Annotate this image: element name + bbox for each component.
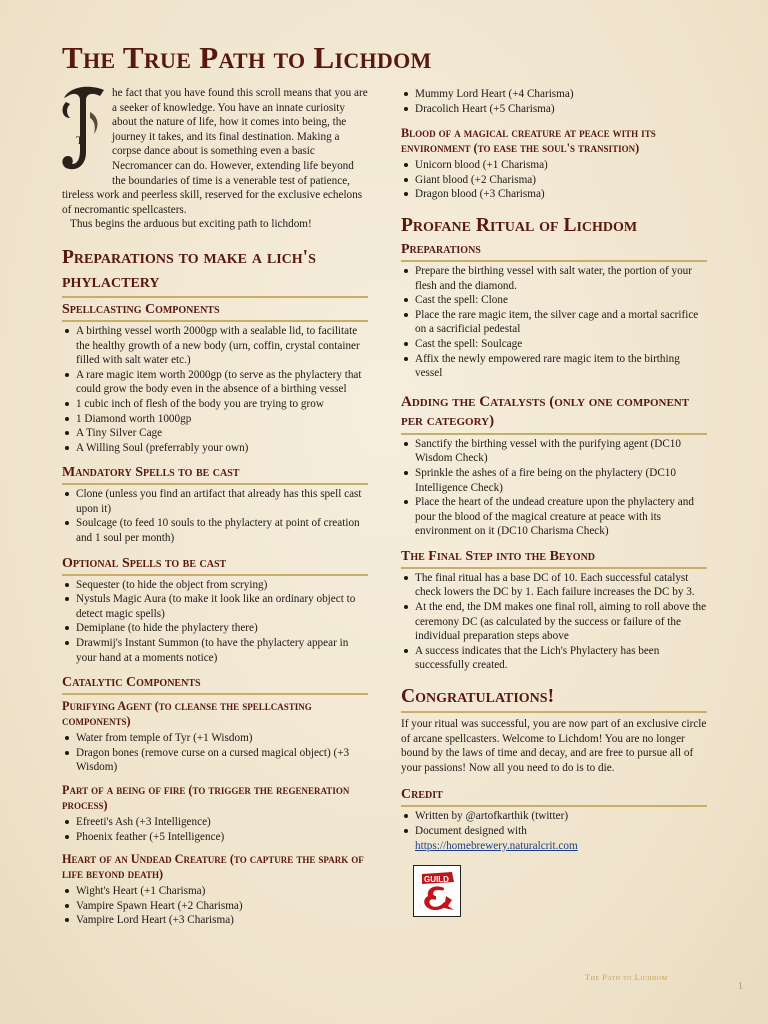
list-item: Sprinkle the ashes of a fire being on the phylactery (DC10 Intelligence Check) — [415, 466, 707, 495]
list-spellcasting — [62, 324, 368, 455]
list-item: A rare magic item worth 2000gp (to serve as the phylactery that could grow the body even in the absence of a birthing vessel — [76, 368, 368, 397]
footer-title: The Path to Lichdom — [585, 973, 668, 982]
list-item: At the end, the DM makes one final roll, aiming to roll above the ceremony DC (as calculated by the success or failure of the individual preparation steps above — [415, 601, 707, 643]
list-item: A Willing Soul (preferrably your own) — [76, 441, 368, 456]
list-item: Nystuls Magic Aura (to make it look like an ordinary object to detect magic spells) — [76, 592, 368, 621]
list-item: Cast the spell: Soulcage — [415, 337, 707, 352]
subheading-ritual-preparations: Preparations — [401, 242, 707, 262]
svg-text:T: T — [76, 133, 84, 147]
page-title: The True Path to Lichdom — [62, 40, 432, 75]
list-item: Dragon blood (+3 Charisma) — [415, 187, 707, 202]
list-item: Place the heart of the undead creature upon the phylactery and pour the blood of the magical creature at peace with its environment on it (DC10 Charisma Check) — [415, 495, 707, 539]
intro-paragraph: he fact that you have found this scroll means that you are a seeker of knowledge. You have an innate curiosity about the nature of life, how it comes into being, the journey it takes, and its final destination. Making a corpse dance about is something even a basic Necromancer can do. However, extending life beyond the boundaries of time is a venerable test of patience, tireless work and peerless skill, reserved for the exclusive echelons of necromantic spellcasters. — [62, 87, 368, 216]
list-item: Clone (unless you find an artifact that already has this spell cast upon it) — [76, 487, 368, 516]
list-item: Dracolich Heart (+5 Charisma) — [415, 102, 707, 117]
subheading-optional: Optional Spells to be cast — [62, 556, 368, 576]
dropcap-ornament — [60, 82, 106, 174]
subheading-credit: Credit — [401, 787, 707, 807]
intro — [62, 86, 368, 232]
list-item: Affix the newly empowered rare magic item to the birthing vessel — [415, 352, 707, 381]
subheading-spellcasting: Spellcasting Components — [62, 302, 368, 322]
list-catalysts — [401, 437, 707, 539]
subsubheading-undead: Heart of an Undead Creature (to capture the spark of life beyond death) — [62, 852, 364, 882]
list-item: The final ritual has a base DC of 10. Each successful catalyst check lowers the DC by 1. Each failure increases the DC by 3. — [415, 571, 707, 600]
intro-closing: Thus begins the arduous but exciting path to lichdom! — [70, 218, 312, 231]
list-item: 1 Diamond worth 1000gp — [76, 412, 368, 427]
list-ritual-preparations — [401, 264, 707, 381]
right-column — [401, 87, 707, 917]
list-purifying — [62, 731, 368, 775]
subsubheading-blood: Blood of a magical creature at peace with its environment (to ease the soul's transition) — [401, 126, 656, 156]
list-fire — [62, 815, 368, 844]
list-item: Dragon bones (remove curse on a cursed magical object) (+3 Wisdom) — [76, 746, 368, 775]
list-item: Vampire Lord Heart (+3 Charisma) — [76, 913, 368, 928]
section-heading-ritual: Profane Ritual of Lichdom — [401, 214, 638, 236]
subsubheading-fire: Part of a being of fire (to trigger the regeneration process) — [62, 783, 350, 812]
credit-designed-with — [415, 824, 707, 853]
list-item: Sanctify the birthing vessel with the purifying agent (DC10 Wisdom Check) — [415, 437, 707, 466]
list-item: Place the rare magic item, the silver cage and a mortal sacrifice on a sacrificial pedestal — [415, 308, 707, 337]
list-item: 1 cubic inch of flesh of the body you are trying to grow — [76, 397, 368, 412]
list-blood — [401, 158, 707, 202]
list-item: A birthing vessel worth 2000gp with a sealable lid, to facilitate the healthy growth of a new body (urn, coffin, crystal container filled with salt water etc.) — [76, 324, 368, 368]
list-item: Mummy Lord Heart (+4 Charisma) — [415, 87, 707, 102]
svg-text:GUILD: GUILD — [424, 875, 449, 885]
list-item: Vampire Spawn Heart (+2 Charisma) — [76, 899, 368, 914]
list-final-step — [401, 571, 707, 673]
subheading-mandatory: Mandatory Spells to be cast — [62, 465, 368, 485]
list-item: A Tiny Silver Cage — [76, 426, 368, 441]
left-column — [62, 86, 368, 928]
list-item: Soulcage (to feed 10 souls to the phylactery at point of creation and 1 soul per month) — [76, 516, 368, 545]
list-mandatory — [62, 487, 368, 545]
list-undead-left — [62, 884, 368, 928]
credit-author: Written by @artofkarthik (twitter) — [415, 809, 707, 824]
list-item: Efreeti's Ash (+3 Intelligence) — [76, 815, 368, 830]
list-optional — [62, 578, 368, 666]
dmsguild-logo — [413, 865, 461, 917]
list-item: Wight's Heart (+1 Charisma) — [76, 884, 368, 899]
subheading-catalysts: Adding the Catalysts (only one component per category) — [401, 393, 707, 435]
congratulations-text: If your ritual was successful, you are now part of an exclusive circle of arcane spellcasters. Welcome to Lichdom! You are no longer bound by the laws of time and decay, and are free to pursue all of your passions! Now all you need to do is to die. — [401, 718, 707, 774]
homebrewery-link[interactable]: https://homebrewery.naturalcrit.com — [415, 839, 578, 852]
list-credit — [401, 809, 707, 853]
subheading-catalytic: Catalytic Components — [62, 675, 368, 695]
credit-designed-label: Document designed with — [415, 825, 527, 837]
list-item: Prepare the birthing vessel with salt water, the portion of your flesh and the diamond. — [415, 264, 707, 293]
section-heading-preparations: Preparations to make a lich's phylactery — [62, 246, 368, 298]
list-item: Sequester (to hide the object from scrying) — [76, 578, 368, 593]
list-item: Cast the spell: Clone — [415, 293, 707, 308]
subsubheading-purifying: Purifying Agent (to cleanse the spellcasting components) — [62, 699, 312, 729]
list-item: Phoenix feather (+5 Intelligence) — [76, 830, 368, 845]
list-item: Demiplane (to hide the phylactery there) — [76, 621, 368, 636]
dragon-ampersand-icon — [414, 866, 460, 916]
list-item: Unicorn blood (+1 Charisma) — [415, 158, 707, 173]
list-item: Water from temple of Tyr (+1 Wisdom) — [76, 731, 368, 746]
list-item: Drawmij's Instant Summon (to have the phylactery appear in your hand at a moments notice) — [76, 636, 368, 665]
list-undead-right — [401, 87, 707, 116]
page-number: 1 — [738, 981, 743, 992]
list-item: Giant blood (+2 Charisma) — [415, 173, 707, 188]
section-heading-congratulations: Congratulations! — [401, 685, 707, 713]
list-item: A success indicates that the Lich's Phylactery has been successfully created. — [415, 644, 707, 673]
subheading-final-step: The Final Step into the Beyond — [401, 549, 707, 569]
